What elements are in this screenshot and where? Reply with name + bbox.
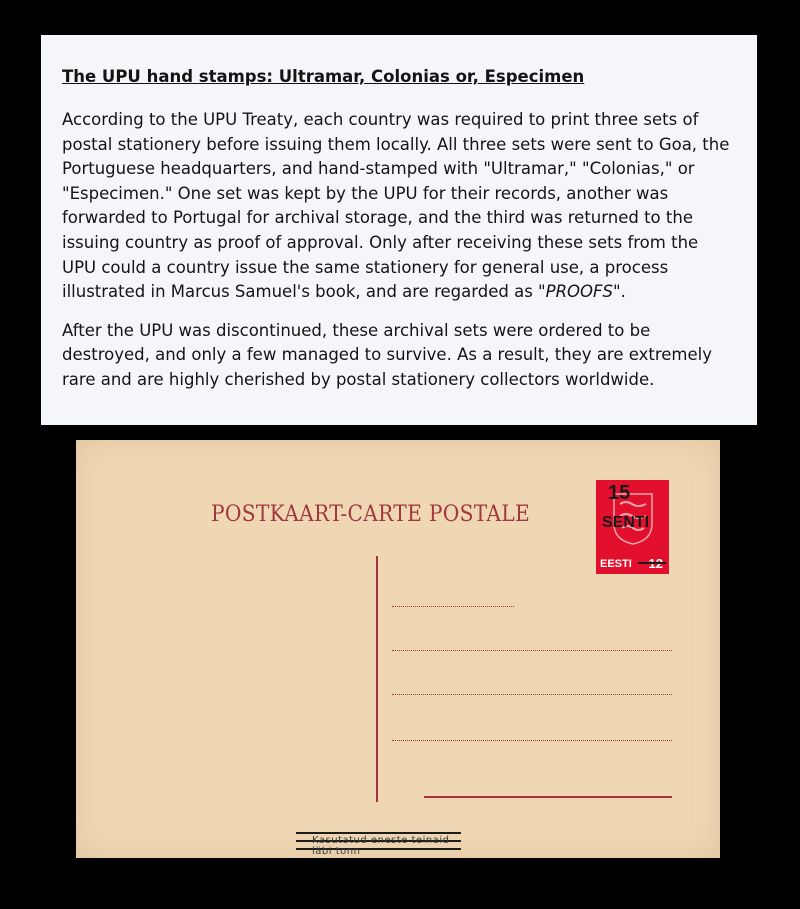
proofs-emphasis: "PROOFS" (538, 282, 621, 302)
note-paragraph-2: After the UPU was discontinued, these archival sets were ordered to be destroyed, and only a few managed to survive. As a result, they are extremely rare and are highly cherished by postal stationery collectors worldwide. (62, 320, 712, 389)
overprint-word: SENTI (602, 514, 650, 531)
divider-line (376, 556, 378, 802)
address-line-1 (392, 606, 514, 607)
card-title: POSTKAART-CARTE POSTALE (211, 502, 531, 527)
address-line-4 (392, 740, 672, 741)
stamp-country: EESTI (600, 558, 632, 570)
postal-card (76, 440, 720, 858)
bottom-text: Kasutatud eneste teinaid läbi tonn (312, 835, 450, 857)
address-line-5 (424, 796, 672, 798)
cancel-bar (296, 832, 461, 834)
note-paragraph-1: According to the UPU Treaty, each country was required to print three sets of postal stationery before issuing them locally. All three sets were sent to Goa, the Portuguese headquarters, and hand-stamped with "Ultramar," "Colonias," or "Especimen." One set was kept by the UPU for their records, another was forwarded to Portugal for archival storage, and the third was returned to the issuing country as proof of approval. Only after receiving these sets from the UPU could a country issue the same stationery for general use, a process illustrated in Marcus Samuel's book, and are regarded as "PROOFS". (62, 110, 730, 302)
note-title: The UPU hand stamps: Ultramar, Colonias or, Especimen (62, 67, 585, 86)
address-line-2 (392, 650, 672, 651)
bottom-cancel-bars (296, 832, 461, 857)
value-cancel-bar (638, 562, 666, 564)
overprint-value: 15 (608, 482, 631, 504)
address-line-3 (392, 694, 672, 695)
postage-stamp (596, 480, 669, 574)
description-note (41, 35, 757, 425)
